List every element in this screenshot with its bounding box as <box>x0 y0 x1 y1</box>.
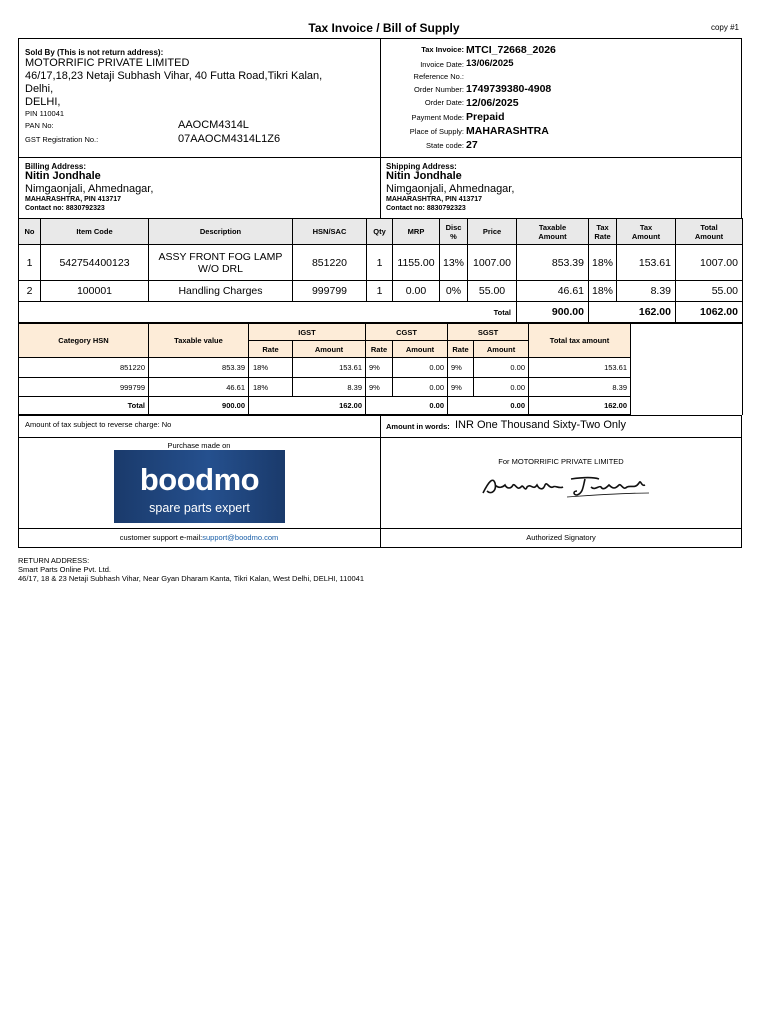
tax-total-taxable: 900.00 <box>149 397 249 415</box>
row-total: 55.00 <box>676 281 743 302</box>
invoice-title: Tax Invoice / Bill of Supply <box>308 21 460 35</box>
row-description: Handling Charges <box>149 281 293 302</box>
amount-in-words-label: Amount in words: <box>386 422 450 431</box>
tax-row-total: 153.61 <box>529 358 631 378</box>
col-taxable: Taxable Amount <box>517 219 589 245</box>
items-total-label: Total <box>19 302 517 323</box>
state-code-label: State code: <box>426 141 464 150</box>
tax-row-hsn: 851220 <box>19 358 149 378</box>
row-hsn: 851220 <box>293 245 367 281</box>
tax-row-sgst-rate: 9% <box>448 358 474 378</box>
row-price: 1007.00 <box>468 245 517 281</box>
reference-label: Reference No.: <box>413 72 464 81</box>
seller-name: MOTORRIFIC PRIVATE LIMITED <box>25 57 190 69</box>
copy-number: copy #1 <box>710 23 739 32</box>
row-description: ASSY FRONT FOG LAMP W/O DRL <box>149 245 293 281</box>
items-total-row <box>19 302 743 323</box>
place-of-supply-value: MAHARASHTRA <box>466 125 549 137</box>
seller-pin: PIN 110041 <box>25 109 65 118</box>
tax-col-category: Category HSN <box>19 324 149 358</box>
sgst-rate-header: Rate <box>448 341 474 358</box>
return-address-name: Smart Parts Online Pvt. Ltd. <box>18 565 111 574</box>
pan-value: AAOCM4314L <box>178 119 249 131</box>
payment-mode-label: Payment Mode: <box>411 113 464 122</box>
reverse-charge-text: Amount of tax subject to reverse charge: No <box>25 420 172 429</box>
seller-address-2: Delhi, <box>25 83 54 95</box>
invoice-date-value: 13/06/2025 <box>466 58 514 69</box>
igst-rate-header: Rate <box>249 341 293 358</box>
tax-row-igst-amount: 153.61 <box>293 358 366 378</box>
col-tax-amount: Tax Amount <box>617 219 676 245</box>
tax-row-igst-rate: 18% <box>249 378 293 397</box>
tax-total-label: Total <box>19 397 149 415</box>
col-tax-rate: Tax Rate <box>589 219 617 245</box>
tax-row-cgst-rate: 9% <box>366 378 393 397</box>
col-description: Description <box>149 219 293 245</box>
row-tax-amount: 153.61 <box>617 245 676 281</box>
tax-header-row-1 <box>19 324 743 341</box>
row-item-code: 100001 <box>41 281 149 302</box>
order-date-value: 12/06/2025 <box>466 97 519 109</box>
col-price: Price <box>468 219 517 245</box>
tax-row-taxable: 46.61 <box>149 378 249 397</box>
payment-mode-value: Prepaid <box>466 111 505 123</box>
table-row <box>19 281 743 302</box>
invoice-date-label: Invoice Date: <box>420 60 464 69</box>
signature-icon <box>475 471 655 503</box>
row-item-code: 542754400123 <box>41 245 149 281</box>
state-code-value: 27 <box>466 139 478 151</box>
row-hsn: 999799 <box>293 281 367 302</box>
tax-row-igst-rate: 18% <box>249 358 293 378</box>
tax-row-cgst-amount: 0.00 <box>393 378 448 397</box>
row-disc: 0% <box>440 281 468 302</box>
cgst-rate-header: Rate <box>366 341 393 358</box>
tax-col-igst: IGST <box>249 324 366 341</box>
row-taxable: 853.39 <box>517 245 589 281</box>
signatory-company: For MOTORRIFIC PRIVATE LIMITED <box>498 457 624 466</box>
col-mrp: MRP <box>393 219 440 245</box>
items-total-tax: 162.00 <box>617 302 676 323</box>
items-table <box>18 218 743 323</box>
amount-in-words-value: INR One Thousand Sixty-Two Only <box>455 419 626 431</box>
col-no: No <box>19 219 41 245</box>
tax-row-cgst-amount: 0.00 <box>393 358 448 378</box>
row-qty: 1 <box>367 281 393 302</box>
shipping-label: Shipping Address: <box>386 162 457 171</box>
shipping-address: Nimgaonjali, Ahmednagar, <box>386 183 515 195</box>
shipping-contact: Contact no: 8830792323 <box>386 205 466 212</box>
signature-image <box>475 471 655 503</box>
billing-contact: Contact no: 8830792323 <box>25 205 105 212</box>
items-total-amount: 1062.00 <box>676 302 743 323</box>
row-mrp: 0.00 <box>393 281 440 302</box>
tax-row-sgst-rate: 9% <box>448 378 474 397</box>
support-line <box>18 533 380 542</box>
col-hsn: HSN/SAC <box>293 219 367 245</box>
tax-total-amount: 162.00 <box>529 397 631 415</box>
seller-address-1: 46/17,18,23 Netaji Subhash Vihar, 40 Futta Road,Tikri Kalan, <box>25 70 323 82</box>
tax-col-total: Total tax amount <box>529 324 631 358</box>
tax-invoice-label: Tax Invoice: <box>421 45 464 54</box>
cgst-amount-header: Amount <box>393 341 448 358</box>
authorized-signatory: Authorized Signatory <box>526 533 596 542</box>
support-email-link[interactable]: support@boodmo.com <box>202 533 279 542</box>
billing-label: Billing Address: <box>25 162 87 171</box>
tax-row-total: 8.39 <box>529 378 631 397</box>
tax-row-cgst-rate: 9% <box>366 358 393 378</box>
return-address-label: RETURN ADDRESS: <box>18 556 90 565</box>
row-no: 2 <box>19 281 41 302</box>
tax-row-sgst-amount: 0.00 <box>474 378 529 397</box>
row-disc: 13% <box>440 245 468 281</box>
row-price: 55.00 <box>468 281 517 302</box>
items-total-taxable: 900.00 <box>517 302 589 323</box>
seller-address-3: DELHI, <box>25 96 61 108</box>
boodmo-logo <box>114 450 285 523</box>
place-of-supply-label: Place of Supply: <box>409 127 464 136</box>
row-tax-amount: 8.39 <box>617 281 676 302</box>
row-mrp: 1155.00 <box>393 245 440 281</box>
billing-state: MAHARASHTRA, PIN 413717 <box>25 196 122 203</box>
col-item-code: Item Code <box>41 219 149 245</box>
purchase-label: Purchase made on <box>167 441 231 450</box>
gst-label: GST Registration No.: <box>25 135 99 144</box>
tax-total-igst: 162.00 <box>249 397 366 415</box>
items-header-row <box>19 219 743 245</box>
logo-main-text: boodmo <box>139 462 260 497</box>
tax-total-sgst: 0.00 <box>448 397 529 415</box>
order-number-value: 1749739380-4908 <box>466 83 552 95</box>
tax-col-taxable: Taxable value <box>149 324 249 358</box>
tax-row-hsn: 999799 <box>19 378 149 397</box>
row-total: 1007.00 <box>676 245 743 281</box>
tax-row-sgst-amount: 0.00 <box>474 358 529 378</box>
tax-row-igst-amount: 8.39 <box>293 378 366 397</box>
col-disc: Disc % <box>440 219 468 245</box>
support-label: customer support e-mail: <box>119 533 203 542</box>
tax-total-cgst: 0.00 <box>366 397 448 415</box>
tax-invoice-value: MTCI_72668_2026 <box>466 44 556 56</box>
sgst-amount-header: Amount <box>474 341 529 358</box>
row-taxable: 46.61 <box>517 281 589 302</box>
tax-col-sgst: SGST <box>448 324 529 341</box>
tax-col-cgst: CGST <box>366 324 448 341</box>
billing-address: Nimgaonjali, Ahmednagar, <box>25 183 154 195</box>
row-tax-rate: 18% <box>589 245 617 281</box>
col-total: Total Amount <box>676 219 743 245</box>
tax-summary-table <box>18 323 743 415</box>
order-number-label: Order Number: <box>413 85 464 94</box>
shipping-name: Nitin Jondhale <box>386 170 462 182</box>
igst-amount-header: Amount <box>293 341 366 358</box>
tax-row-taxable: 853.39 <box>149 358 249 378</box>
shipping-state: MAHARASHTRA, PIN 413717 <box>386 196 483 203</box>
table-row <box>19 245 743 281</box>
col-qty: Qty <box>367 219 393 245</box>
seller-label: Sold By (This is not return address): <box>25 48 164 57</box>
pan-label: PAN No: <box>25 121 54 130</box>
row-no: 1 <box>19 245 41 281</box>
logo-tagline: spare parts expert <box>149 501 250 515</box>
order-date-label: Order Date: <box>424 98 464 107</box>
gst-value: 07AAOCM4314L1Z6 <box>178 133 281 145</box>
billing-name: Nitin Jondhale <box>25 170 101 182</box>
row-qty: 1 <box>367 245 393 281</box>
return-address-line: 46/17, 18 & 23 Netaji Subhash Vihar, Near Gyan Dharam Kanta, Tikri Kalan, West Delhi, DELHI, 110041 <box>18 574 365 583</box>
row-tax-rate: 18% <box>589 281 617 302</box>
